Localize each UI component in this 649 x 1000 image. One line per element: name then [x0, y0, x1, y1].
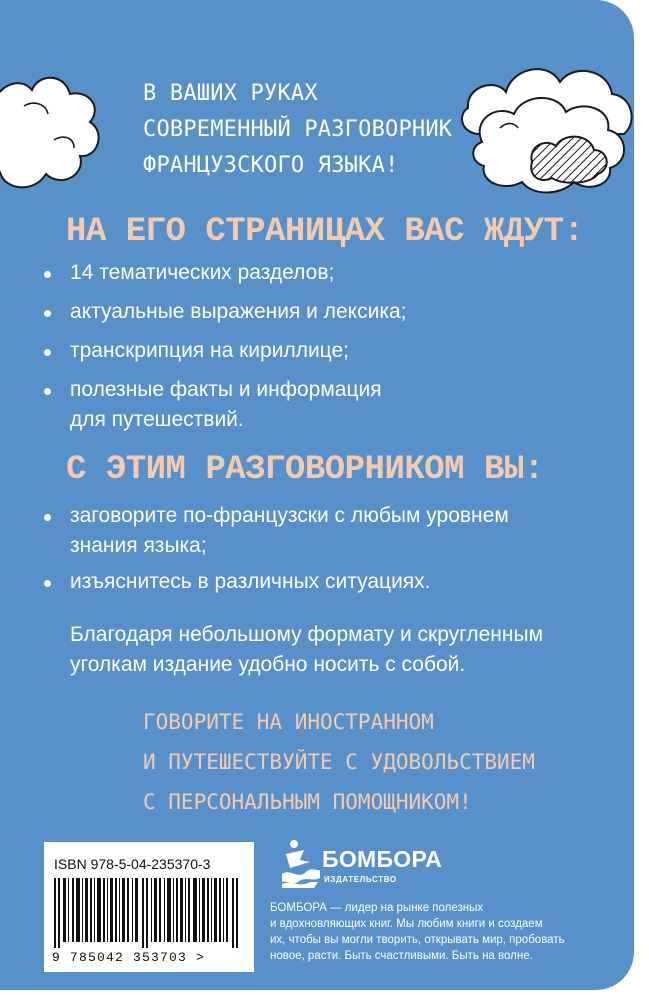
bullet-icon: [44, 310, 51, 317]
section-heading: НА ЕГО СТРАНИЦАХ ВАС ЖДУТ:: [66, 213, 584, 251]
list-item: [40, 297, 600, 327]
list-item: [40, 258, 600, 288]
bullet-icon: [44, 271, 51, 278]
slogan-line: И ПУТЕШЕСТВУЙТЕ С УДОВОЛЬСТВИЕМ: [143, 750, 535, 774]
isbn-label: ISBN 978-5-04-235370-3: [54, 856, 211, 872]
format-paragraph: [70, 620, 610, 680]
barcode-digits: 9 785042 353703 >: [52, 950, 206, 965]
paragraph-line: уголкам издание удобно носить с собой.: [70, 653, 466, 676]
features-list: [40, 258, 600, 444]
list-item-text: знания языка;: [70, 534, 207, 557]
list-item: [40, 375, 600, 435]
list-item: [40, 567, 600, 597]
list-item-text: транскрипция на кириллице;: [70, 339, 349, 362]
intro-line: ФРАНЦУЗСКОГО ЯЗЫКА!: [143, 153, 399, 178]
page-edge: [634, 0, 649, 1000]
closing-slogan: [143, 702, 583, 822]
bullet-icon: [44, 349, 51, 356]
publisher-name: БОМБОРА: [322, 846, 443, 872]
intro-line: В ВАШИХ РУКАХ: [143, 81, 318, 106]
list-item-text: заговорите по-французски с любым уровнем: [70, 504, 509, 527]
slogan-line: ГОВОРИТЕ НА ИНОСТРАННОМ: [143, 710, 434, 734]
publisher-logo: [282, 838, 452, 890]
section-heading: С ЭТИМ РАЗГОВОРНИКОМ ВЫ:: [66, 451, 544, 489]
slogan-line: С ПЕРСОНАЛЬНЫМ ПОМОЩНИКОМ!: [143, 790, 472, 814]
description-line: их, чтобы вы могли творить, открывать мир, пробовать: [270, 934, 565, 946]
bullet-icon: [44, 514, 51, 521]
paragraph-line: Благодаря небольшому формату и скругленным: [70, 623, 544, 646]
list-item: [40, 501, 600, 561]
benefits-list: [40, 501, 600, 603]
list-item-text: полезные факты и информация: [70, 378, 382, 401]
list-item-text: для путешествий.: [70, 408, 244, 431]
description-line: новое, расти. Быть счастливыми. Быть на волне.: [270, 950, 533, 962]
publisher-description: [270, 900, 620, 964]
publisher-sub: ИЗДАТЕЛЬСТВО: [324, 875, 397, 884]
cloud-icon: [0, 60, 104, 200]
bullet-icon: [44, 388, 51, 395]
intro-text: [143, 76, 503, 184]
list-item-text: изъяснитесь в различных ситуациях.: [70, 570, 431, 593]
description-line: и вдохновляющих книг. Мы любим книги и создаем: [270, 918, 543, 930]
bullet-icon: [44, 580, 51, 587]
barcode-icon: [54, 878, 244, 948]
wave-logo-icon: [282, 838, 320, 890]
barcode-panel: [44, 842, 254, 972]
list-item-text: актуальные выражения и лексика;: [70, 300, 407, 323]
list-item: [40, 336, 600, 366]
list-item-text: 14 тематических разделов;: [70, 261, 335, 284]
intro-line: СОВРЕМЕННЫЙ РАЗГОВОРНИК: [143, 117, 453, 142]
description-line: БОМБОРА — лидер на рынке полезных: [270, 902, 484, 914]
